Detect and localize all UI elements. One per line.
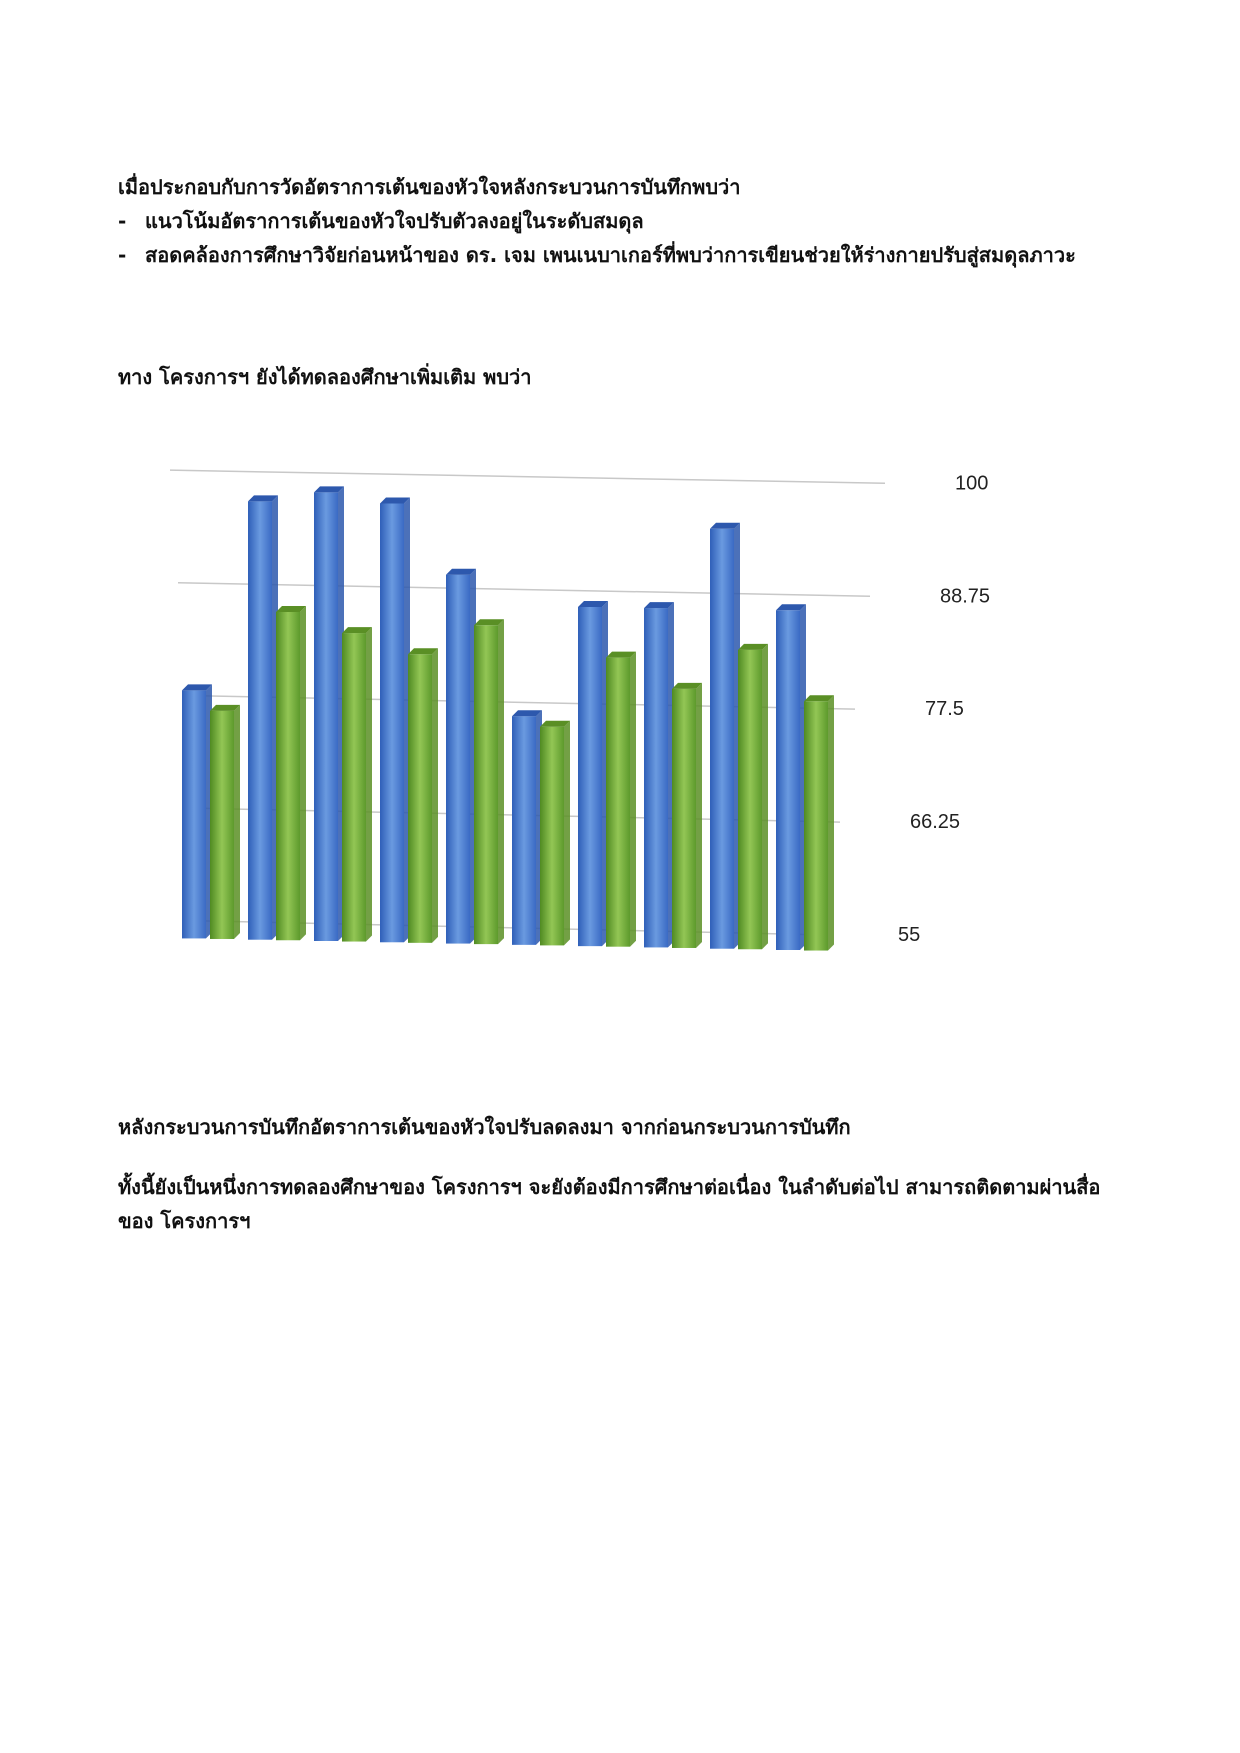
list-item [118, 238, 1128, 272]
project-note: ทาง โครงการฯ ยังได้ทดลองศึกษาเพิ่มเติม พบว่า [118, 365, 532, 389]
bar-green [606, 652, 636, 947]
bar-blue [182, 684, 212, 938]
bar-green [738, 644, 768, 949]
bar-blue [512, 710, 542, 945]
list-item [118, 204, 1128, 238]
closing-text: ทั้งนี้ยังเป็นหนึ่งการทดลองศึกษาของ โครงการฯ จะยังต้องมีการศึกษาต่อเนื่อง ในลำดับต่อไป สามารถติดตามผ่านสื่อของ โครงการฯ [118, 1175, 1101, 1233]
bullet-marker: - [118, 243, 127, 267]
y-tick-label: 88.75 [940, 585, 991, 608]
y-tick-label: 100 [955, 472, 989, 495]
bar-green [804, 695, 834, 950]
bar-blue [710, 523, 740, 949]
bar-blue [446, 569, 476, 944]
gridline [178, 583, 870, 596]
bar-green [408, 648, 438, 943]
bar-blue [248, 495, 278, 939]
bar-green [342, 627, 372, 941]
bar-blue [776, 604, 806, 950]
heart-rate-chart [150, 450, 1030, 1010]
conclusion-text: หลังกระบวนการบันทึกอัตราการเต้นของหัวใจปรับลดลงมา จากก่อนกระบวนการบันทึก [118, 1115, 851, 1139]
bar-green [276, 606, 306, 940]
bar-green [210, 705, 240, 939]
y-tick-label: 55 [898, 923, 921, 946]
bar-green [540, 721, 570, 946]
bar-blue [314, 486, 344, 941]
bar-blue [380, 497, 410, 942]
bullet-list [118, 204, 1128, 272]
bar-green [672, 683, 702, 948]
bar-green [474, 619, 504, 944]
y-tick-label: 66.25 [910, 811, 961, 834]
bar-blue [644, 602, 674, 947]
bar-blue [578, 601, 608, 946]
gridline [170, 470, 885, 483]
bullet-text: แนวโน้มอัตราการเต้นของหัวใจปรับตัวลงอยู่ในระดับสมดุล [145, 209, 644, 233]
intro-text: เมื่อประกอบกับการวัดอัตราการเต้นของหัวใจหลังกระบวนการบันทึกพบว่า [118, 175, 741, 199]
bullet-marker: - [118, 209, 127, 233]
bullet-text: สอดคล้องการศึกษาวิจัยก่อนหน้าของ ดร. เจม เพนเนบาเกอร์ที่พบว่าการเขียนช่วยให้ร่างกายปรับสู่สมดุลภาวะ [145, 243, 1076, 267]
y-tick-label: 77.5 [925, 698, 964, 721]
